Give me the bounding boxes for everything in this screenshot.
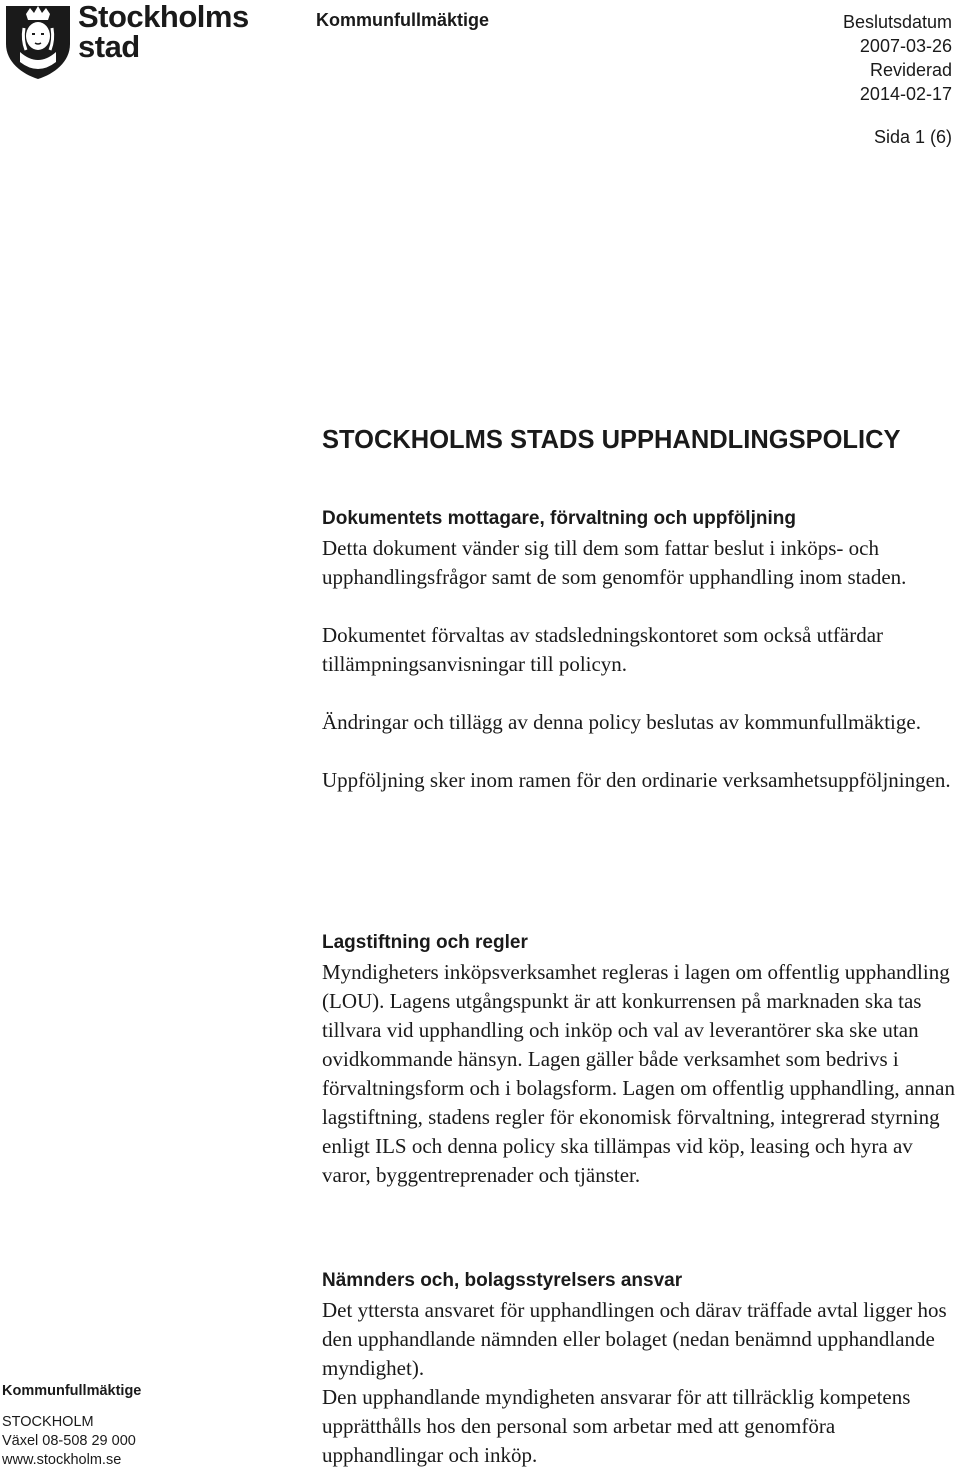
section-heading: Nämnders och, bolagsstyrelsers ansvar: [322, 1270, 683, 1291]
paragraph: Uppföljning sker inom ramen för den ordinarie verksamhetsuppföljningen.: [322, 768, 951, 792]
section-responsibility: [322, 1266, 958, 1470]
footer-phone: Växel 08-508 29 000: [2, 1433, 136, 1449]
section-recipients: [322, 504, 958, 795]
footer: [2, 1382, 141, 1470]
logo-line-2: stad: [78, 29, 140, 64]
header-meta: [843, 10, 952, 106]
revised-label: Reviderad: [869, 60, 952, 80]
logo-wordmark: [78, 2, 249, 62]
crowned-head-shield-icon: [2, 0, 74, 80]
paragraph: Den upphandlande myndigheten ansvarar för att tillräcklig kompetens upprätthålls hos den personal som arbetar med att genomföra upphandlingar och inköp.: [322, 1385, 911, 1467]
paragraph: Myndigheters inköpsverksamhet regleras i lagen om offentlig upphandling (LOU). Lagens utgångspunkt är att konkurrensen på marknaden ska tas tillvara vid upphandling och inköp och val av leverantörer ska ske utan ovidkommande hänsyn. Lagen gäller både verksamhet som bedrivs i förvaltningsform och i bolagsform. Lagen om offentlig upphandling, annan lagstiftning, stadens regler för ekonomisk förvaltning, integrerad styrning enligt ILS och denna policy ska tillämpas vid köp, leasing och hyra av varor, byggentreprenader och tjänster.: [322, 960, 955, 1187]
revised-date: 2014-02-17: [859, 84, 952, 104]
paragraph: Det yttersta ansvaret för upphandlingen och därav träffade avtal ligger hos den upphandlande nämnden eller bolaget (nedan benämnd upphandlande myndighet).: [322, 1298, 947, 1380]
paragraph: Detta dokument vänder sig till dem som fattar beslut i inköps- och upphandlingsfrågor samt de som genomför upphandling inom staden.: [322, 536, 907, 589]
decision-label: Beslutsdatum: [842, 12, 952, 32]
section-heading: Lagstiftning och regler: [322, 932, 528, 953]
footer-organization: Kommunfullmäktige: [2, 1383, 142, 1399]
document-title: STOCKHOLMS STADS UPPHANDLINGSPOLICY: [322, 426, 901, 454]
paragraph: Ändringar och tillägg av denna policy beslutas av kommunfullmäktige.: [322, 710, 921, 734]
paragraph: Dokumentet förvaltas av stadsledningskontoret som också utfärdar tillämpningsanvisningar till policyn.: [322, 623, 884, 676]
header-organization: Kommunfullmäktige: [316, 10, 490, 30]
footer-website: www.stockholm.se: [2, 1452, 122, 1468]
footer-city: STOCKHOLM: [2, 1414, 94, 1430]
stockholms-stad-logo: [0, 0, 249, 82]
page-number: Sida 1 (6): [873, 127, 952, 147]
decision-date: 2007-03-26: [859, 36, 952, 56]
section-heading: Dokumentets mottagare, förvaltning och uppföljning: [322, 508, 796, 529]
logo-line-1: Stockholms: [78, 0, 249, 34]
section-legislation: [322, 928, 958, 1190]
